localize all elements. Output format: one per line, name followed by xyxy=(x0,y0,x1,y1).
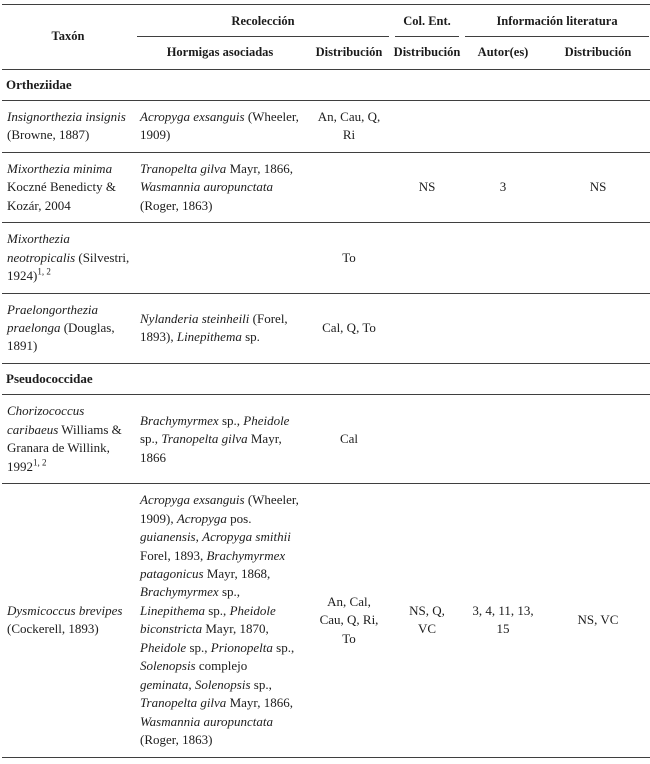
column-header-hormigas: Hormigas asociadas xyxy=(134,37,306,69)
distribution-literatura-cell xyxy=(544,100,650,152)
taxon-cell: Mixorthezia minima Koczné Benedicty & Kozár, 2004 xyxy=(2,152,134,222)
distribution-col-ent-cell xyxy=(392,223,462,293)
taxon-cell: Chorizococcus caribaeus Williams & Granara de Willink, 1992$^{1, 2}$ xyxy=(2,395,134,484)
distribution-recoleccion-cell: Cal, Q, To xyxy=(306,293,392,363)
distribution-col-ent-cell xyxy=(392,100,462,152)
associated-ants-cell: Brachymyrmex sp., Pheidole sp., Tranopelta gilva Mayr, 1866 xyxy=(134,395,306,484)
associated-ants-cell: Acropyga exsanguis (Wheeler, 1909), Acropyga pos. guianensis, Acropyga smithii Forel, 1893, Brachymyrmex patagonicus Mayr, 1868, Brachymyrmex sp., Linepithema sp., Pheidole biconstricta Mayr, 1870, Pheidole sp., Prionopelta sp., Solenopsis complejo geminata, Solenopsis sp., Tranopelta gilva Mayr, 1866, Wasmannia auropunctata (Roger, 1863) xyxy=(134,484,306,757)
group-header-info-literatura xyxy=(462,5,650,37)
distribution-literatura-cell xyxy=(544,395,650,484)
distribution-recoleccion-cell: An, Cal, Cau, Q, Ri, To xyxy=(306,484,392,757)
table-row xyxy=(2,293,650,363)
table-body xyxy=(2,69,650,757)
table-row xyxy=(2,100,650,152)
associated-ants-cell: Tranopelta gilva Mayr, 1866, Wasmannia auropunctata (Roger, 1863) xyxy=(134,152,306,222)
taxon-cell: Praelongorthezia praelonga (Douglas, 1891) xyxy=(2,293,134,363)
autores-cell: 3 xyxy=(462,152,544,222)
table-row xyxy=(2,152,650,222)
distribution-col-ent-cell: NS xyxy=(392,152,462,222)
autores-cell xyxy=(462,100,544,152)
distribution-literatura-cell: NS, VC xyxy=(544,484,650,757)
taxon-cell: Dysmicoccus brevipes (Cockerell, 1893) xyxy=(2,484,134,757)
autores-cell xyxy=(462,223,544,293)
table-row xyxy=(2,395,650,484)
section-name: Pseudococcidae xyxy=(2,363,650,394)
section-name: Ortheziidae xyxy=(2,69,650,100)
distribution-col-ent-cell: NS, Q, VC xyxy=(392,484,462,757)
associated-ants-cell: Acropyga exsanguis (Wheeler, 1909) xyxy=(134,100,306,152)
distribution-literatura-cell xyxy=(544,293,650,363)
group-header-recoleccion xyxy=(134,5,392,37)
column-header-autores: Autor(es) xyxy=(462,37,544,69)
group-header-info-literatura-label: Información literatura xyxy=(465,5,649,37)
distribution-recoleccion-cell: An, Cau, Q, Ri xyxy=(306,100,392,152)
distribution-recoleccion-cell xyxy=(306,152,392,222)
taxa-table xyxy=(2,4,650,758)
associated-ants-cell xyxy=(134,223,306,293)
table-row xyxy=(2,484,650,757)
table-header xyxy=(2,5,650,70)
associated-ants-cell: Nylanderia steinheili (Forel, 1893), Linepithema sp. xyxy=(134,293,306,363)
column-header-taxon: Taxón xyxy=(2,5,134,70)
autores-cell xyxy=(462,293,544,363)
section-row xyxy=(2,69,650,100)
distribution-literatura-cell: NS xyxy=(544,152,650,222)
distribution-literatura-cell xyxy=(544,223,650,293)
taxon-cell: Insignorthezia insignis (Browne, 1887) xyxy=(2,100,134,152)
distribution-recoleccion-cell: Cal xyxy=(306,395,392,484)
column-header-dist-literatura: Distribución xyxy=(544,37,650,69)
group-header-col-ent xyxy=(392,5,462,37)
autores-cell xyxy=(462,395,544,484)
taxon-cell: Mixorthezia neotropicalis (Silvestri, 1924)$^{1, 2}$ xyxy=(2,223,134,293)
column-header-dist-col-ent: Distribución xyxy=(392,37,462,69)
distribution-col-ent-cell xyxy=(392,395,462,484)
distribution-col-ent-cell xyxy=(392,293,462,363)
header-group-row xyxy=(2,5,650,37)
group-header-recoleccion-label: Recolección xyxy=(137,5,389,37)
section-row xyxy=(2,363,650,394)
distribution-recoleccion-cell: To xyxy=(306,223,392,293)
table-row xyxy=(2,223,650,293)
column-header-dist-recoleccion: Distribución xyxy=(306,37,392,69)
group-header-col-ent-label: Col. Ent. xyxy=(395,5,459,37)
autores-cell: 3, 4, 11, 13, 15 xyxy=(462,484,544,757)
